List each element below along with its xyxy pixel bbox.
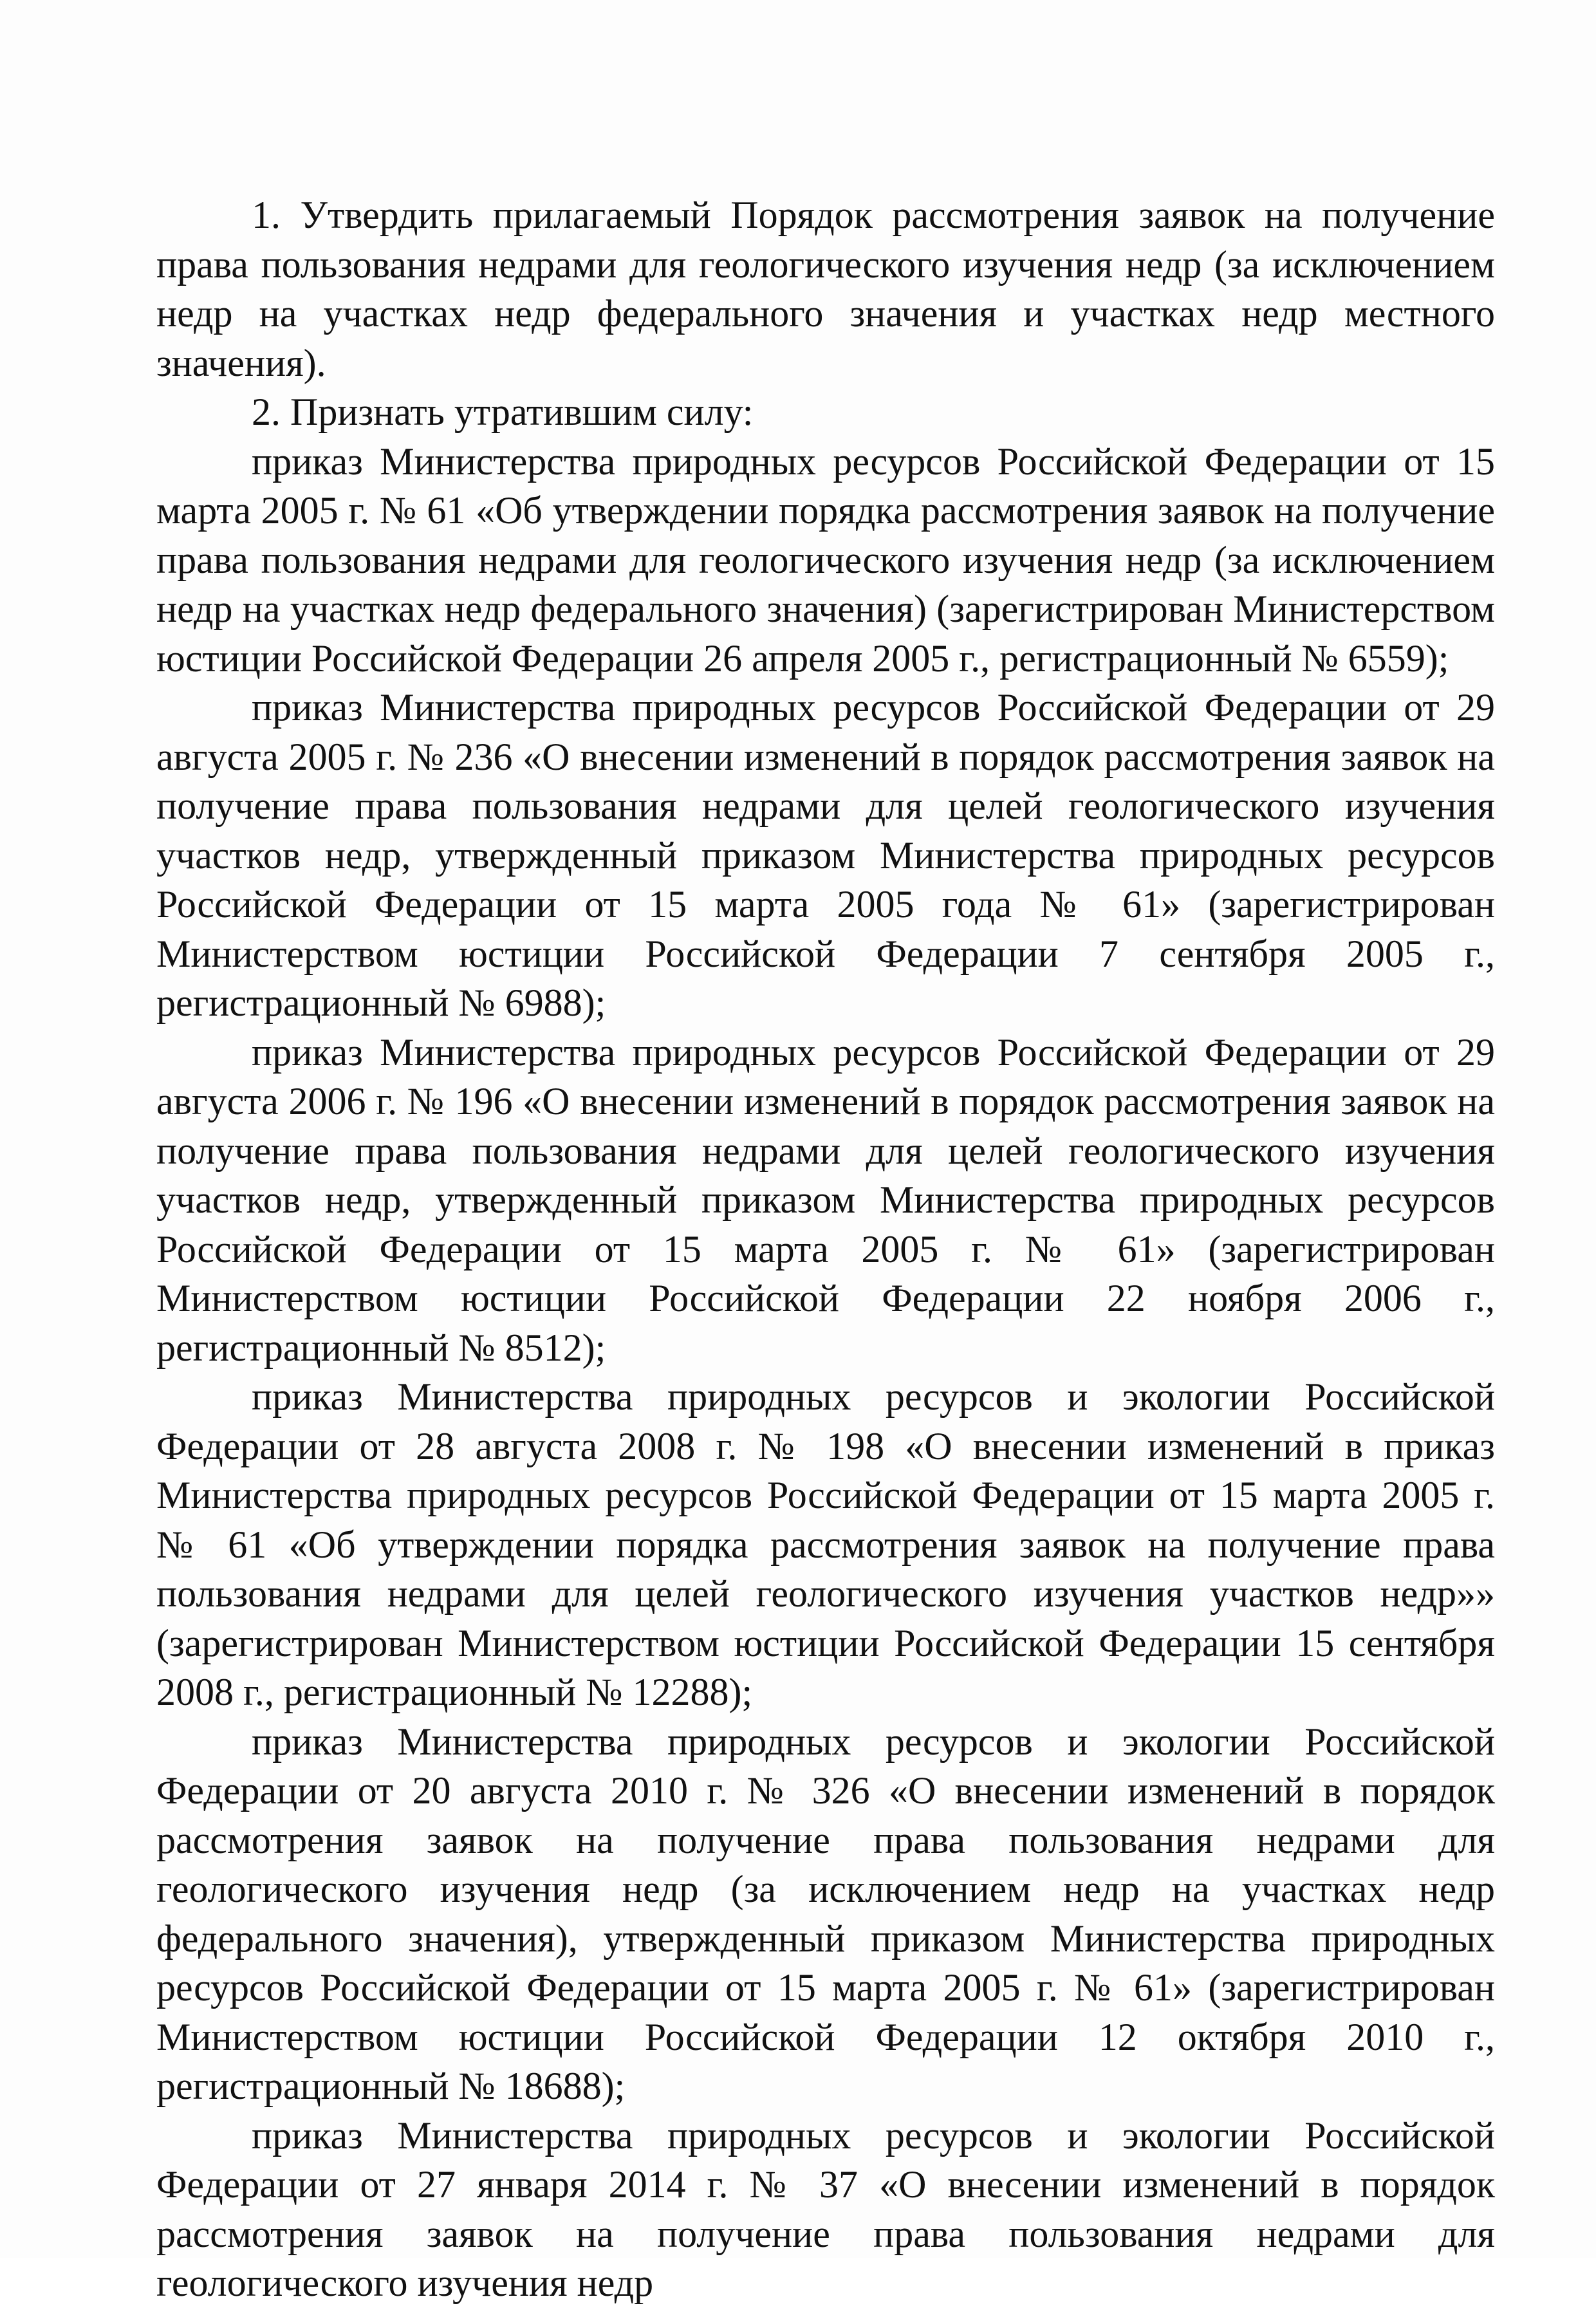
paragraph-order-61-2005: приказ Министерства природных ресурсов Российской Федерации от 15 марта 2005 г. № 61 «Об утверждении порядка рассмотрения заявок на получение права пользования недрами для геологического изучения недр (за исключением недр на участках недр федерального значения) (зарегистрирован Министерством юстиции Российской Федерации 26 апреля 2005 г., регистрационный № 6559); [156,440,1495,680]
paragraph-order-236-2005: приказ Министерства природных ресурсов Российской Федерации от 29 августа 2005 г. № 236 «О внесении изменений в порядок рассмотрения заявок на получение права пользования недрами для целей геологического изучения участков недр, утвержденный приказом Министерства природных ресурсов Российской Федерации от 15 марта 2005 года № 61» (зарегистрирован Министерством юстиции Российской Федерации 7 сентября 2005 г., регистрационный № 6988); [156,686,1495,1024]
paragraph-order-326-2010: приказ Министерства природных ресурсов и экологии Российской Федерации от 20 августа 2010 г. № 326 «О внесении изменений в порядок рассмотрения заявок на получение права пользования недрами для геологического изучения недр (за исключением недр на участках недр федерального значения), утвержденный приказом Министерства природных ресурсов Российской Федерации от 15 марта 2005 г. № 61» (зарегистрирован Министерством юстиции Российской Федерации 12 октября 2010 г., регистрационный № 18688); [156,1720,1495,2107]
paragraph-order-196-2006: приказ Министерства природных ресурсов Российской Федерации от 29 августа 2006 г. № 196 «О внесении изменений в порядок рассмотрения заявок на получение права пользования недрами для целей геологического изучения участков недр, утвержденный приказом Министерства природных ресурсов Российской Федерации от 15 марта 2005 г. № 61» (зарегистрирован Министерством юстиции Российской Федерации 22 ноября 2006 г., регистрационный № 8512); [156,1030,1495,1369]
document-body [156,191,1495,2308]
paragraph-order-198-2008: приказ Министерства природных ресурсов и экологии Российской Федерации от 28 августа 2008 г. № 198 «О внесении изменений в приказ Министерства природных ресурсов Российской Федерации от 15 марта 2005 г. № 61 «Об утверждении порядка рассмотрения заявок на получение права пользования недрами для целей геологического изучения участков недр»» (зарегистрирован Министерством юстиции Российской Федерации 15 сентября 2008 г., регистрационный № 12288); [156,1375,1495,1713]
paragraph-repeal-heading: 2. Признать утратившим силу: [252,391,754,433]
paragraph-order-37-2014: приказ Министерства природных ресурсов и экологии Российской Федерации от 27 января 2014 г. № 37 «О внесении изменений в порядок рассмотрения заявок на получение права пользования недрами для геологического изучения недр [156,2114,1495,2304]
paragraph-approve-procedure: 1. Утвердить прилагаемый Порядок рассмотрения заявок на получение права пользования недрами для геологического изучения недр (за исключением недр на участках недр федерального значения и участках недр местного значения). [156,194,1495,384]
